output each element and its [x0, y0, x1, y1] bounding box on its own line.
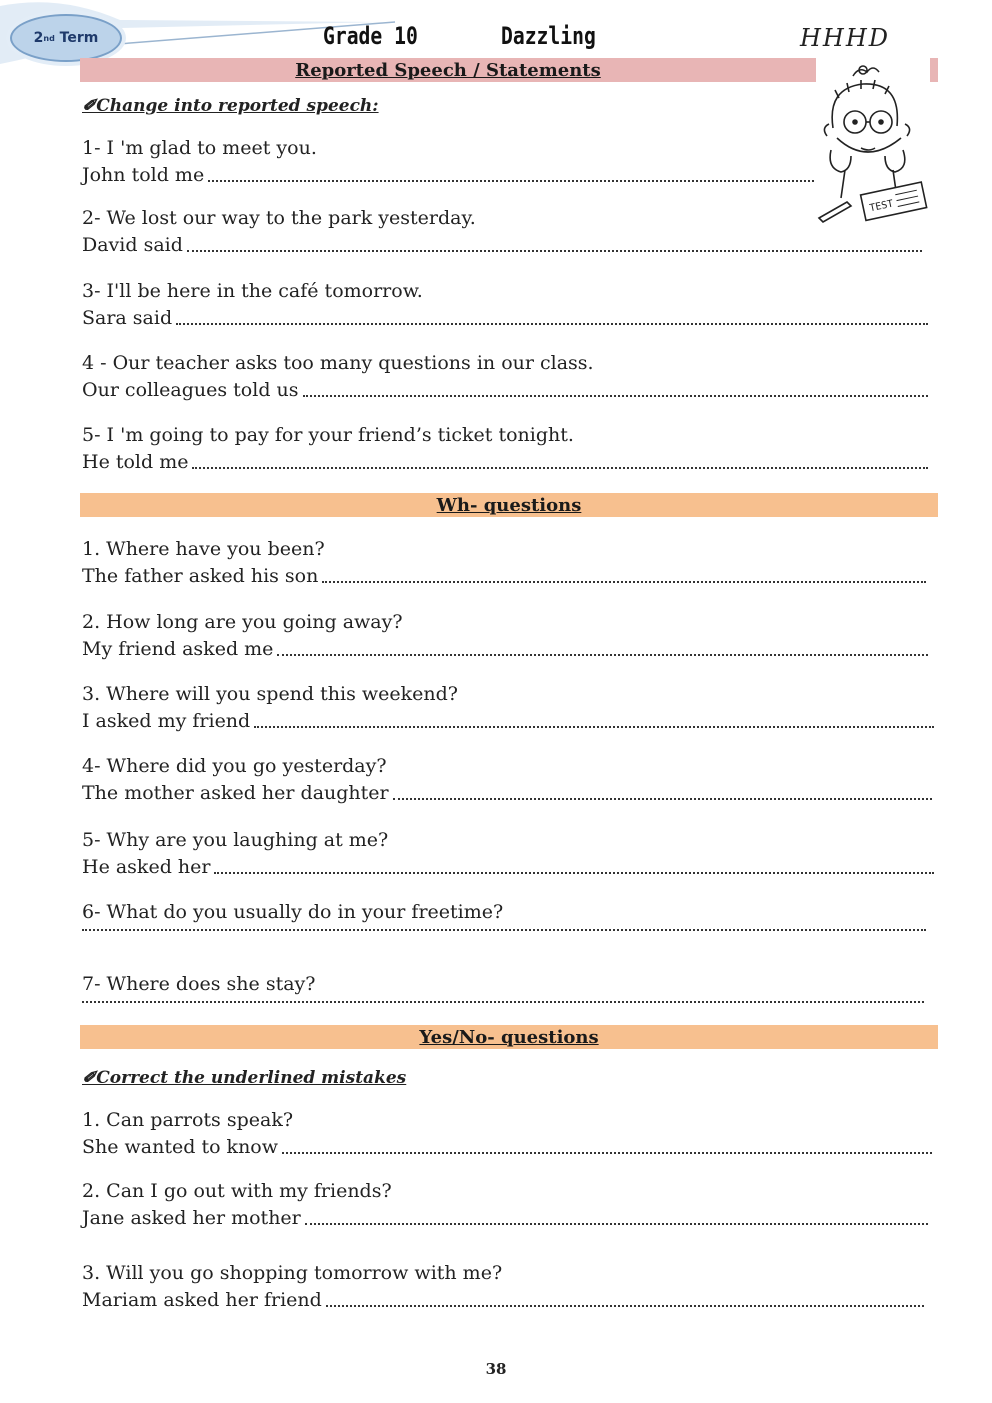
answer-line[interactable]: [82, 638, 928, 660]
answer-line[interactable]: [82, 164, 814, 186]
answer-line[interactable]: [82, 379, 928, 401]
answer-prefix: The father asked his son: [82, 565, 319, 587]
answer-prefix: My friend asked me: [82, 638, 274, 660]
book-title: Dazzling: [501, 22, 596, 50]
dotted-line: [277, 653, 928, 656]
answer-line[interactable]: [82, 565, 926, 587]
dotted-line: [187, 249, 922, 252]
answer-line[interactable]: [82, 1136, 932, 1158]
question-text: 3. Where will you spend this weekend?: [82, 683, 458, 705]
section-band-yesno: [80, 1025, 938, 1049]
dotted-line: [208, 179, 814, 182]
dotted-line: [322, 580, 926, 583]
section-title-yesno: Yes/No- questions: [419, 1026, 599, 1048]
dotted-line: [176, 322, 928, 325]
section-band-wh: [80, 493, 938, 517]
dotted-line: [303, 394, 928, 397]
term-label: Term: [59, 30, 99, 46]
answer-prefix: Jane asked her mother: [82, 1207, 301, 1229]
answer-prefix: I asked my friend: [82, 710, 251, 732]
answer-line[interactable]: [82, 234, 922, 256]
section-band-reported: [80, 58, 816, 82]
paper-text: TEST: [868, 198, 895, 215]
answer-prefix: The mother asked her daughter: [82, 782, 389, 804]
dotted-line: [393, 797, 932, 800]
student-test-icon: [815, 58, 935, 223]
dotted-line: [192, 466, 928, 469]
question-text: 2- We lost our way to the park yesterday.: [82, 207, 476, 229]
dotted-line: [214, 871, 934, 874]
question-text: 1- I 'm glad to meet you.: [82, 137, 317, 159]
answer-line[interactable]: [82, 451, 928, 473]
question-text: 5- I 'm going to pay for your friend’s ticket tonight.: [82, 424, 574, 446]
question-text: 5- Why are you laughing at me?: [82, 829, 389, 851]
answer-line[interactable]: [82, 928, 926, 935]
instruction-reported: ✐Change into reported speech:: [82, 96, 379, 116]
section-title-reported: Reported Speech / Statements: [295, 59, 601, 81]
answer-line[interactable]: [82, 1000, 924, 1007]
page-number: 38: [485, 1360, 507, 1378]
instruction-yesno: ✐Correct the underlined mistakes: [82, 1068, 407, 1088]
question-text: 2. How long are you going away?: [82, 611, 403, 633]
answer-line[interactable]: [82, 307, 928, 329]
dotted-line: [326, 1304, 924, 1307]
question-text: 7- Where does she stay?: [82, 973, 316, 995]
question-text: 6- What do you usually do in your freetime?: [82, 901, 504, 923]
term-badge: [10, 14, 122, 62]
question-text: 3. Will you go shopping tomorrow with me?: [82, 1262, 503, 1284]
author-signature: HHHD: [800, 24, 891, 52]
question-text: 2. Can I go out with my friends?: [82, 1180, 392, 1202]
answer-prefix: He told me: [82, 451, 189, 473]
term-number: 2: [33, 30, 44, 46]
grade-title: Grade 10: [323, 22, 418, 50]
answer-prefix: John told me: [82, 164, 205, 186]
answer-line[interactable]: [82, 782, 932, 804]
question-text: 3- I'll be here in the café tomorrow.: [82, 280, 423, 302]
term-sup: nd: [43, 33, 55, 43]
answer-line[interactable]: [82, 856, 934, 878]
section-title-wh: Wh- questions: [436, 494, 582, 516]
answer-prefix: Mariam asked her friend: [82, 1289, 322, 1311]
question-text: 1. Can parrots speak?: [82, 1109, 294, 1131]
answer-line[interactable]: [82, 710, 934, 732]
answer-prefix: Sara said: [82, 307, 173, 329]
dotted-line: [305, 1222, 928, 1225]
answer-prefix: He asked her: [82, 856, 211, 878]
dotted-line: [282, 1151, 932, 1154]
dotted-line: [82, 1000, 924, 1003]
answer-prefix: She wanted to know: [82, 1136, 279, 1158]
question-text: 4 - Our teacher asks too many questions in our class.: [82, 352, 594, 374]
dotted-line: [254, 725, 934, 728]
answer-line[interactable]: [82, 1207, 928, 1229]
question-text: 4- Where did you go yesterday?: [82, 755, 387, 777]
answer-prefix: David said: [82, 234, 183, 256]
dotted-line: [82, 928, 926, 931]
answer-prefix: Our colleagues told us: [82, 379, 299, 401]
answer-line[interactable]: [82, 1289, 924, 1311]
question-text: 1. Where have you been?: [82, 538, 325, 560]
